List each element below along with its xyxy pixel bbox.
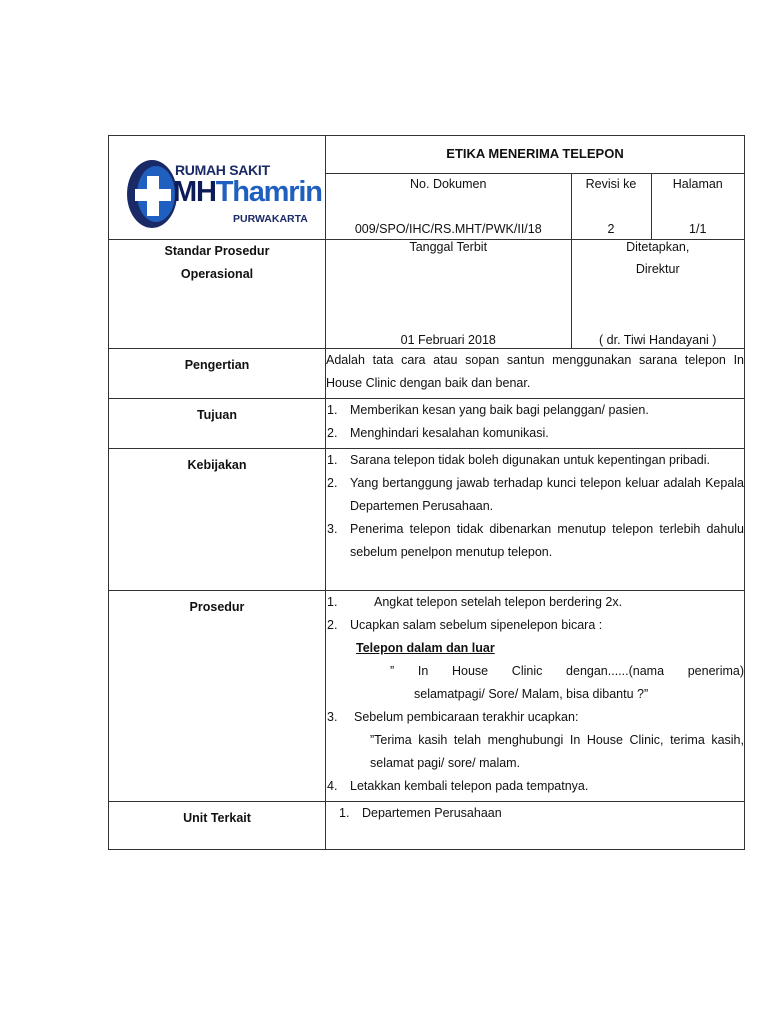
list-number: 2. bbox=[327, 426, 338, 440]
prosedur-label: Prosedur bbox=[109, 591, 326, 802]
pengertian-label: Pengertian bbox=[109, 349, 326, 399]
revisi-value: 2 bbox=[607, 222, 615, 236]
list-number: 2. bbox=[327, 618, 338, 632]
closing-phrase: ”Terima kasih telah menghubungi In House Clinic, terima kasih, selamat pagi/ sore/ malam. bbox=[370, 733, 744, 770]
halaman-value: 1/1 bbox=[689, 222, 707, 236]
no-dokumen-cell bbox=[326, 174, 571, 239]
list-number: 3. bbox=[327, 522, 338, 536]
spo-document bbox=[108, 135, 745, 850]
spo-label-line1: Standar Prosedur bbox=[164, 244, 270, 258]
unit-terkait-content bbox=[326, 802, 745, 850]
prosedur-step-4 bbox=[326, 775, 744, 798]
list-number: 1. bbox=[339, 806, 350, 820]
list-number: 4. bbox=[327, 779, 338, 793]
direktur-name: ( dr. Tiwi Handayani ) bbox=[599, 333, 717, 347]
logo-text-main bbox=[173, 176, 322, 208]
revisi-label: Revisi ke bbox=[585, 177, 637, 191]
list-number: 2. bbox=[327, 476, 338, 490]
list-text: Sebelum pembicaraan terakhir ucapkan: bbox=[354, 710, 579, 724]
prosedur-step-2 bbox=[326, 614, 744, 637]
ditetapkan-label: Ditetapkan, bbox=[626, 240, 690, 254]
list-item bbox=[326, 399, 744, 422]
list-number: 1. bbox=[327, 453, 338, 467]
logo-text-top: RUMAH SAKIT bbox=[175, 162, 270, 178]
spo-table bbox=[108, 135, 745, 850]
list-item bbox=[326, 449, 744, 472]
revisi-cell bbox=[571, 174, 651, 239]
logo-text-mh: MH bbox=[173, 176, 216, 208]
greeting-line-1: ” In House Clinic dengan......(nama penerima) bbox=[390, 664, 744, 678]
spo-label-line2: Operasional bbox=[180, 267, 254, 281]
list-number: 1. bbox=[327, 403, 338, 417]
tanggal-terbit-value: 01 Februari 2018 bbox=[400, 333, 496, 347]
list-text: Ucapkan salam sebelum sipenelepon bicara : bbox=[350, 618, 603, 632]
no-dokumen-label: No. Dokumen bbox=[410, 177, 487, 191]
kebijakan-label: Kebijakan bbox=[109, 449, 326, 591]
hospital-logo bbox=[109, 136, 326, 240]
halaman-label: Halaman bbox=[672, 177, 723, 191]
list-text: Angkat telepon setelah telepon berdering 2x. bbox=[374, 595, 623, 609]
prosedur-step-1 bbox=[326, 591, 744, 614]
list-text: Sarana telepon tidak boleh digunakan untuk kepentingan pribadi. bbox=[350, 453, 710, 467]
list-number: 1. bbox=[327, 595, 338, 609]
greeting-line-2: selamatpagi/ Sore/ Malam, bisa dibantu ?” bbox=[414, 687, 649, 701]
prosedur-step-3 bbox=[326, 706, 744, 729]
list-number: 3. bbox=[327, 710, 338, 724]
tujuan-label: Tujuan bbox=[109, 399, 326, 449]
hospital-cross-icon bbox=[125, 158, 177, 230]
list-text: Departemen Perusahaan bbox=[362, 806, 502, 820]
kebijakan-content bbox=[326, 449, 745, 591]
tujuan-content bbox=[326, 399, 745, 449]
tanggal-terbit-cell bbox=[326, 240, 571, 348]
list-text: Penerima telepon tidak dibenarkan menutup telepon terlebih dahulu sebelum penelpon menutup telepon. bbox=[350, 522, 744, 559]
list-text: Memberikan kesan yang baik bagi pelanggan/ pasien. bbox=[350, 403, 649, 417]
list-item bbox=[326, 472, 744, 518]
halaman-cell bbox=[651, 174, 744, 239]
document-title: ETIKA MENERIMA TELEPON bbox=[326, 136, 745, 174]
document-meta-cell bbox=[326, 174, 745, 240]
list-item bbox=[326, 518, 744, 564]
logo-text-thamrin: Thamrin bbox=[215, 176, 322, 208]
direktur-label: Direktur bbox=[635, 262, 680, 276]
ditetapkan-cell bbox=[571, 240, 744, 348]
spo-info-cell bbox=[326, 240, 745, 349]
list-item bbox=[338, 802, 744, 825]
tanggal-terbit-label: Tanggal Terbit bbox=[409, 240, 488, 254]
list-text: Yang bertanggung jawab terhadap kunci telepon keluar adalah Kepala Departemen Perusahaan. bbox=[350, 476, 744, 513]
no-dokumen-value: 009/SPO/IHC/RS.MHT/PWK/II/18 bbox=[354, 222, 542, 236]
unit-terkait-label: Unit Terkait bbox=[109, 802, 326, 850]
list-item bbox=[326, 422, 744, 445]
pengertian-text: Adalah tata cara atau sopan santun menggunakan sarana telepon In House Clinic dengan baik dan benar. bbox=[326, 349, 745, 399]
list-text: Letakkan kembali telepon pada tempatnya. bbox=[350, 779, 589, 793]
logo-text-bottom: PURWAKARTA bbox=[233, 213, 308, 225]
prosedur-subheading: Telepon dalam dan luar bbox=[356, 641, 495, 655]
spo-label bbox=[109, 240, 326, 349]
prosedur-content bbox=[326, 591, 745, 802]
list-text: Menghindari kesalahan komunikasi. bbox=[350, 426, 549, 440]
